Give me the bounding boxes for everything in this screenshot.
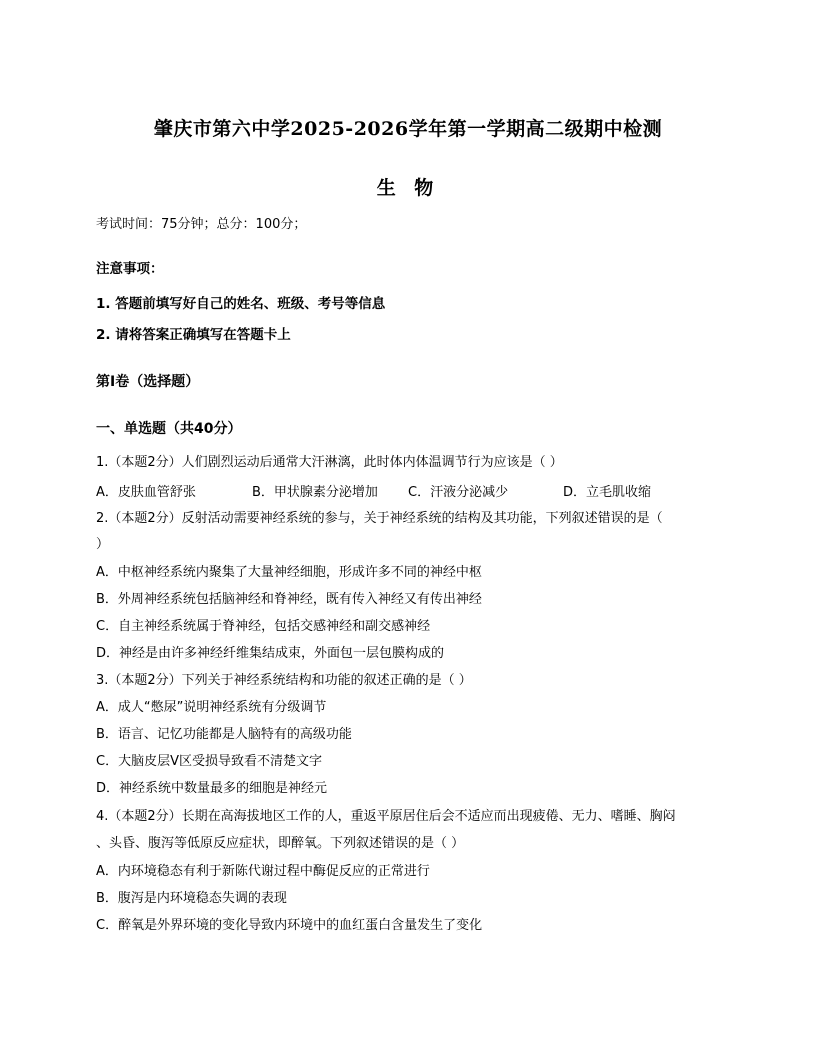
question-2-stem-cont: ） [96, 537, 110, 552]
notice-item-1: 1. 答题前填写好自己的姓名、班级、考号等信息 [96, 296, 386, 312]
question-2-stem: 2.（本题2分）反射活动需要神经系统的参与，关于神经系统的结构及其功能，下列叙述错误的是（ [96, 511, 663, 526]
question-3-stem: 3.（本题2分）下列关于神经系统结构和功能的叙述正确的是（ ） [96, 673, 472, 688]
question-2-option-d: D．神经是由许多神经纤维集结成束，外面包一层包膜构成的 [96, 646, 445, 661]
question-4-option-b: B．腹泻是内环境稳态失调的表现 [96, 891, 287, 906]
question-3-option-a: A．成人“憋尿”说明神经系统有分级调节 [96, 700, 327, 715]
question-3-option-d: D．神经系统中数量最多的细胞是神经元 [96, 781, 328, 796]
exam-info: 考试时间：75分钟；总分：100分； [96, 217, 307, 232]
question-2-option-c: C．自主神经系统属于脊神经，包括交感神经和副交感神经 [96, 619, 431, 634]
question-1-option-a: A．皮肤血管舒张 [96, 485, 196, 500]
question-3-option-c: C．大脑皮层V区受损导致看不清楚文字 [96, 754, 322, 769]
question-1-option-b: B．甲状腺素分泌增加 [252, 485, 378, 500]
part-heading: 第Ⅰ卷（选择题） [96, 374, 200, 390]
section-heading: 一、单选题（共40分） [96, 421, 242, 437]
question-1-option-c: C．汗液分泌减少 [408, 485, 509, 500]
question-2-option-b: B．外周神经系统包括脑神经和脊神经，既有传入神经又有传出神经 [96, 592, 482, 607]
question-1-stem: 1.（本题2分）人们剧烈运动后通常大汗淋漓，此时体内体温调节行为应该是（ ） [96, 455, 563, 470]
notice-heading: 注意事项： [96, 261, 164, 277]
subject-title: 生 物 [376, 177, 440, 199]
exam-title: 肇庆市第六中学2025-2026学年第一学期高二级期中检测 [153, 118, 663, 140]
question-3-option-b: B．语言、记忆功能都是人脑特有的高级功能 [96, 727, 352, 742]
question-4-option-c: C．醉氧是外界环境的变化导致内环境中的血红蛋白含量发生了变化 [96, 918, 483, 933]
question-4-stem-cont: 、头昏、腹泻等低原反应症状，即醉氧。下列叙述错误的是（ ） [96, 836, 465, 851]
question-4-stem: 4.（本题2分）长期在高海拔地区工作的人，重返平原居住后会不适应而出现疲倦、无力、嗜睡、胸闷 [96, 809, 676, 824]
question-1-option-d: D．立毛肌收缩 [563, 485, 652, 500]
notice-item-2: 2. 请将答案正确填写在答题卡上 [96, 327, 291, 343]
question-2-option-a: A．中枢神经系统内聚集了大量神经细胞，形成许多不同的神经中枢 [96, 565, 482, 580]
question-4-option-a: A．内环境稳态有利于新陈代谢过程中酶促反应的正常进行 [96, 864, 430, 879]
question-1-options [96, 481, 736, 499]
